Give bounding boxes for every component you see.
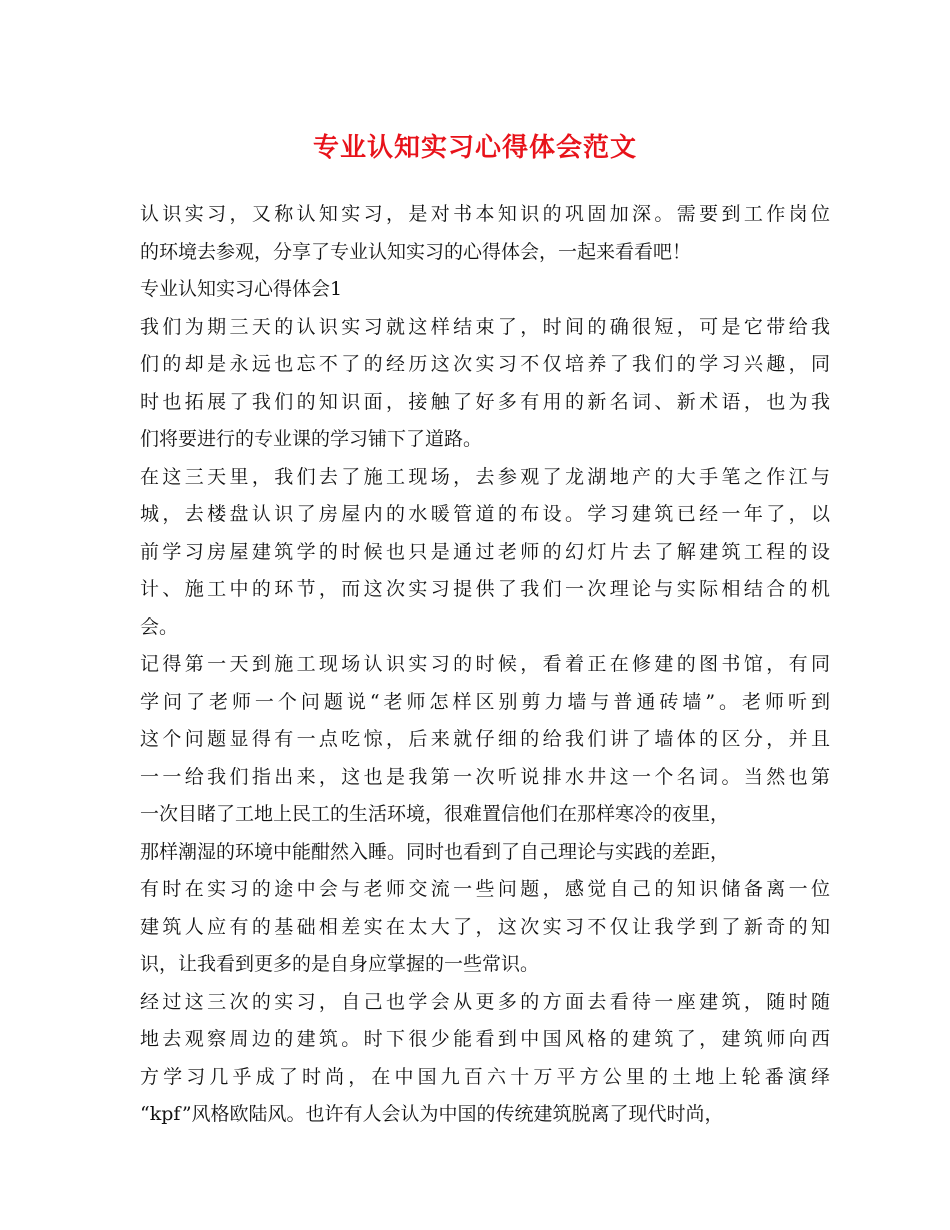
body-line: 一一给我们指出来，这也是我第一次听说排水井这一个名词。当然也第	[140, 765, 830, 788]
body-line: 识，让我看到更多的是自身应掌握的一些常识。	[140, 953, 540, 975]
body-line: 专业认知实习心得体会1	[140, 278, 343, 300]
body-line: 建筑人应有的基础相差实在太大了，这次实习不仅让我学到了新奇的知	[140, 915, 830, 938]
body-line: 们的却是永远也忘不了的经历这次实习不仅培养了我们的学习兴趣，同	[140, 353, 830, 375]
body-line: 城，去楼盘认识了房屋内的水暖管道的布设。学习建筑已经一年了，以	[140, 503, 830, 525]
body-line: 我们为期三天的认识实习就这样结束了，时间的确很短，可是它带给我	[140, 315, 830, 338]
body-line: 地去观察周边的建筑。时下很少能看到中国风格的建筑了，建筑师向西	[140, 1028, 830, 1050]
body-line: 在这三天里，我们去了施工现场，去参观了龙湖地产的大手笔之作江与	[140, 465, 830, 488]
body-line: 们将要进行的专业课的学习铺下了道路。	[140, 428, 483, 450]
body-line: 的环境去参观，分享了专业认知实习的心得体会，一起来看看吧！	[140, 240, 692, 263]
body-line: 那样潮湿的环境中能酣然入睡。同时也看到了自己理论与实践的差距，	[140, 840, 730, 863]
body-line: 这个问题显得有一点吃惊，后来就仔细的给我们讲了墙体的区分，并且	[140, 728, 830, 750]
document-body	[140, 196, 830, 1134]
body-line: 经过这三次的实习，自己也学会从更多的方面去看待一座建筑，随时随	[140, 990, 830, 1013]
body-line: 认识实习，又称认知实习，是对书本知识的巩固加深。需要到工作岗位	[140, 203, 830, 225]
body-line: “kpf”风格欧陆风。也许有人会认为中国的传统建筑脱离了现代时尚，	[140, 1103, 724, 1125]
body-line: 有时在实习的途中会与老师交流一些问题，感觉自己的知识储备离一位	[140, 878, 830, 900]
body-line: 学问了老师一个问题说“老师怎样区别剪力墙与普通砖墙”。老师听到	[140, 690, 830, 713]
body-line: 前学习房屋建筑学的时候也只是通过老师的幻灯片去了解建筑工程的设	[140, 540, 830, 563]
body-line: 方学习几乎成了时尚，在中国九百六十万平方公里的土地上轮番演绎	[140, 1065, 830, 1088]
body-line: 一次目睹了工地上民工的生活环境，很难置信他们在那样寒冷的夜里，	[140, 803, 730, 825]
body-line: 记得第一天到施工现场认识实习的时候，看着正在修建的图书馆，有同	[140, 653, 830, 675]
body-line: 时也拓展了我们的知识面，接触了好多有用的新名词、新术语，也为我	[140, 390, 830, 413]
body-line: 会。	[140, 615, 179, 638]
body-line: 计、施工中的环节，而这次实习提供了我们一次理论与实际相结合的机	[140, 578, 830, 600]
document-title: 专业认知实习心得体会范文	[312, 133, 637, 163]
